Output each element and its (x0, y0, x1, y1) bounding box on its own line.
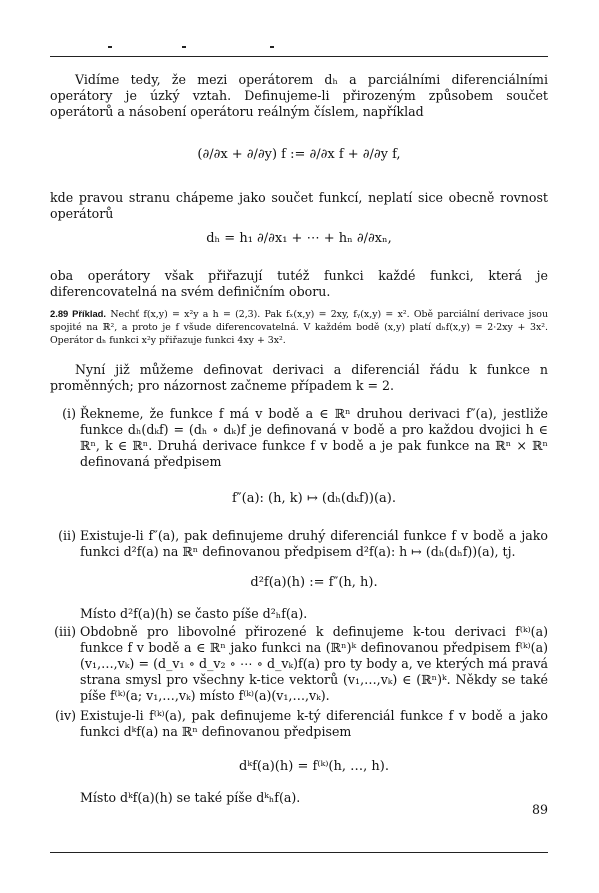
item-text: Existuje-li f″(a), pak definujeme druhý diferenciál funkce f v bodě a jako funkci d²f(a) na ℝⁿ definovanou předpisem d²f(a): h ↦ (dₕ(dₕf))(a), tj. (80, 528, 548, 559)
equation-second-derivative: f″(a): (h, k) ↦ (dₕ(dₖf))(a). (231, 491, 397, 506)
item-text: Obdobně pro libovolné přirozené k definujeme k-tou derivaci f⁽ᵏ⁾(a) funkce f v bodě a ∈ ℝⁿ jako funkci na (ℝⁿ)ᵏ definovanou předpisem f⁽ᵏ⁾(a)(v₁,…,vₖ) = (d_v₁ ∘ d_v₂ ∘ ⋯ ∘ d_vₖ)f(a) pro ty body a, ve kterých má pravá strana smysl pro všechny k-tice vektorů (v₁,…,vₖ) ∈ (ℝⁿ)ᵏ. Někdy se také píše f⁽ᵏ⁾(a; v₁,…,vₖ) místo f⁽ᵏ⁾(a)(v₁,…,vₖ). (80, 624, 548, 703)
paragraph-both-operators: oba operátory však přiřazují tutéž funkci každé funkci, která je diferencovatelná na svém definičním oboru. (50, 268, 548, 299)
footer-rule (50, 852, 548, 853)
item-text: Existuje-li f⁽ᵏ⁾(a), pak definujeme k-tý diferenciál funkce f v bodě a jako funkci dᵏf(a) na ℝⁿ definovanou předpisem (80, 708, 548, 739)
item-text: Řekneme, že funkce f má v bodě a ∈ ℝⁿ druhou derivaci f″(a), jestliže funkce dₕ(dₖf) = (dₕ ∘ dₖ)f je definovaná v bodě a pro každou dvojici h ∈ ℝⁿ, k ∈ ℝⁿ. Druhá derivace funkce f v bodě a je pak funkce na ℝⁿ × ℝⁿ definovaná předpisem (80, 406, 548, 469)
header-mark (270, 46, 274, 48)
header-rule (50, 56, 548, 57)
equation-k-differential: dᵏf(a)(h) = f⁽ᵏ⁾(h, …, h). (239, 759, 389, 774)
item-number: (iii) (54, 624, 76, 639)
equation-second-differential: d²f(a)(h) := f″(h, h). (250, 575, 378, 590)
item-note: Místo dᵏf(a)(h) se také píše dᵏₕf(a). (80, 790, 301, 805)
page-number: 89 (531, 802, 548, 817)
header-mark (182, 46, 186, 48)
example-label: 2.89 Příklad. (50, 308, 107, 319)
item-number: (iv) (55, 708, 76, 723)
item-number: (ii) (58, 528, 76, 543)
example-text: Nechť f(x,y) = x²y a h = (2,3). Pak fₓ(x,y) = 2xy, fᵧ(x,y) = x². Obě parciální derivace jsou spojité na ℝ², a proto je f všude diferencovatelná. V každém bodě (x,y) platí dₕf(x,y) = 2·2xy + 3x². Operátor dₕ funkci x²y přiřazuje funkci 4xy + 3x². (50, 309, 548, 346)
paragraph-order-k: Nyní již můžeme definovat derivaci a diferenciál řádu k funkce n proměnných; pro názornost začneme případem k = 2. (50, 362, 548, 393)
paragraph-right-side: kde pravou stranu chápeme jako součet funkcí, neplatí sice obecně rovnost operátorů (50, 190, 548, 221)
paragraph-intro: Vidíme tedy, že mezi operátorem dₕ a parciálními diferenciálními operátory je úzký vztah. Definujeme-li přirozeným způsobem součet operátorů a násobení operátoru reálným číslem, například (50, 72, 548, 119)
equation-operator-sum: (∂/∂x + ∂/∂y) f := ∂/∂x f + ∂/∂y f, (197, 147, 401, 162)
example-2-89 (50, 307, 548, 347)
item-note: Místo d²f(a)(h) se často píše d²ₕf(a). (80, 606, 308, 621)
item-number: (i) (62, 406, 76, 421)
equation-dh: dₕ = h₁ ∂/∂x₁ + ⋯ + hₙ ∂/∂xₙ, (206, 231, 392, 246)
header-mark (108, 46, 112, 48)
